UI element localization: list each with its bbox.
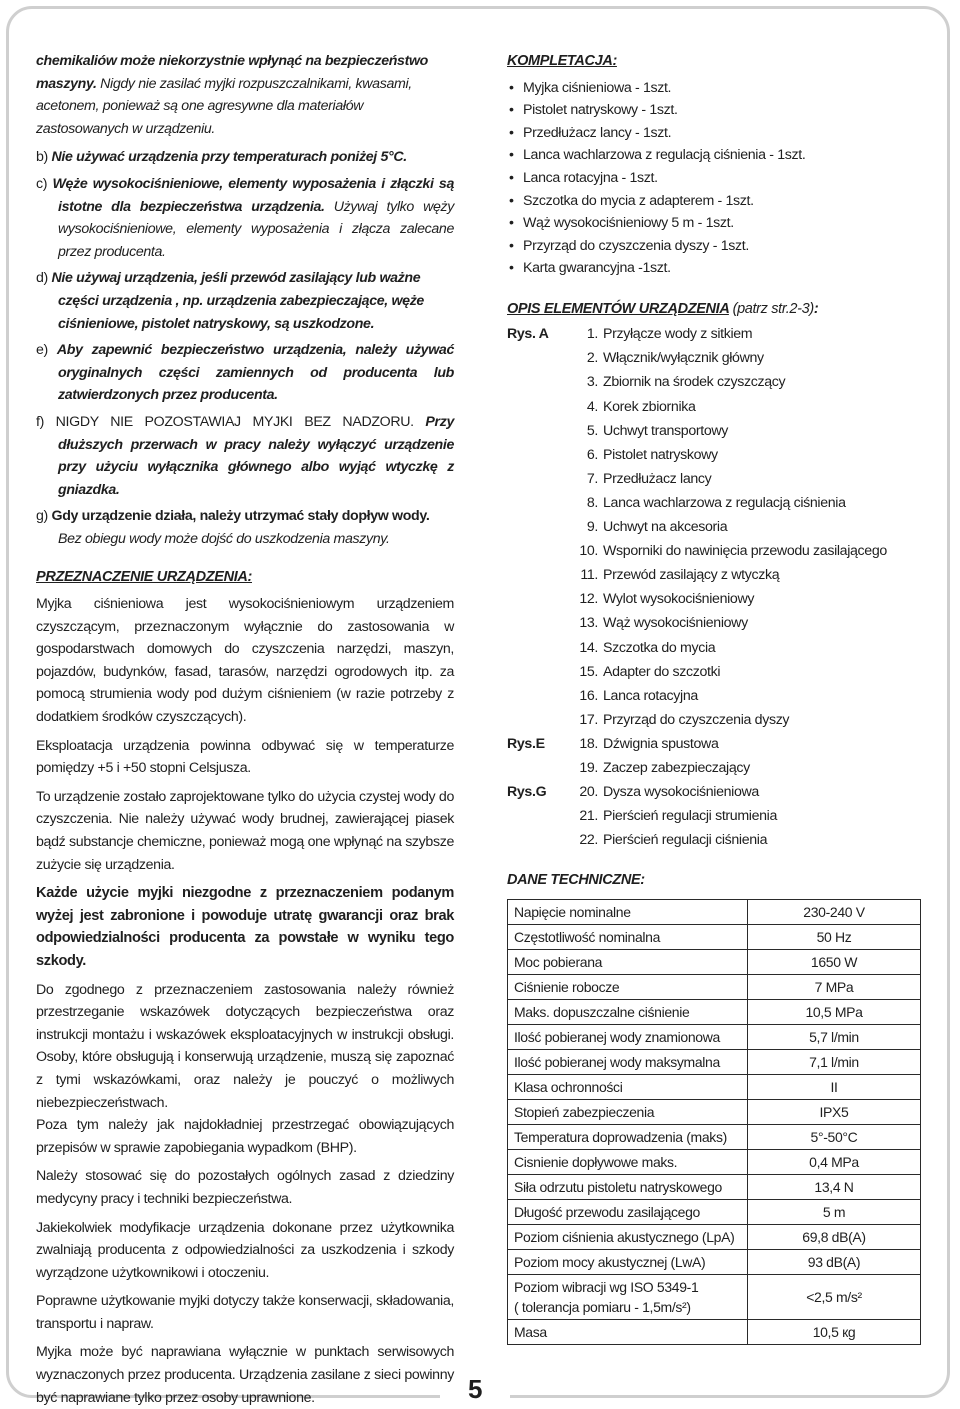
list-item: [507, 780, 917, 804]
list-item: [507, 708, 917, 732]
part-num: 6.: [586, 446, 598, 463]
rule-f-text: Przy dłuższych przerwach w pracy należy wyłączyć urządzenie przy użyciu wyłącznika głównego albo wyjąć wtyczkę z gniazdka.: [58, 413, 454, 498]
right-column: [507, 50, 917, 1345]
part-label: Przewód zasilający z wtyczką: [603, 567, 780, 584]
intro-bold: maszyny.: [36, 75, 97, 92]
part-label: Przedłużacz lancy: [603, 470, 712, 487]
tech-value: 50 Hz: [748, 925, 921, 950]
left-column: [36, 50, 454, 1409]
part-num: 14.: [579, 639, 598, 656]
list-item: [507, 443, 917, 467]
list-item: [507, 612, 917, 636]
table-row: [508, 1100, 921, 1125]
page-number: 5: [468, 1374, 483, 1404]
table-row: [508, 1320, 921, 1345]
part-label: Wsporniki do nawinięcia przewodu zasilającego: [603, 543, 887, 560]
tech-label: Poziom ciśnienia akustycznego (LpA): [508, 1225, 748, 1250]
table-row: [508, 1200, 921, 1225]
tech-label: Klasa ochronności: [508, 1075, 748, 1100]
rule-d: [36, 267, 454, 335]
rule-f-prefix: f): [36, 413, 44, 430]
intro-paragraph: [36, 73, 454, 141]
list-item: [507, 371, 917, 395]
tech-label: Ilość pobieranej wody znamionowa: [508, 1025, 748, 1050]
part-num: 20.: [579, 784, 598, 801]
tech-label: Maks. dopuszczalne ciśnienie: [508, 1000, 748, 1025]
rule-e-text: Aby zapewnić bezpieczeństwo urządzenia, należy używać oryginalnych części zamiennych od producenta lub zatwierdzonych przez producenta.: [56, 342, 454, 404]
table-row: [508, 1150, 921, 1175]
tech-label: Cisnienie dopływowe maks.: [508, 1150, 748, 1175]
part-label: Dysza wysokociśnieniowa: [603, 784, 759, 801]
list-item: • Przyrząd do czyszczenia dyszy - 1szt.: [507, 235, 917, 258]
table-row: [508, 1125, 921, 1150]
list-item: • Lanca wachlarzowa z regulacją ciśnienia - 1szt.: [507, 144, 917, 167]
table-row: [508, 1275, 921, 1320]
tech-value: 7 MPa: [748, 975, 921, 1000]
tech-value: 93 dB(A): [748, 1250, 921, 1275]
purpose-p6: Poza tym należy jak najdokładniej przestrzegać obowiązujących przepisów w sprawie zapobiegania wypadkom (BHP).: [36, 1117, 454, 1156]
part-num: 16.: [579, 687, 598, 704]
tech-value: IPX5: [748, 1100, 921, 1125]
purpose-p10: Myjka może być naprawiana wyłącznie w punktach serwisowych wyznaczonych przez producenta. Urządzenia zasilane z sieci powinny być naprawiane tylko przez osoby uprawnione.: [36, 1344, 454, 1406]
list-item: [507, 395, 917, 419]
part-label: Szczotka do mycia: [603, 639, 716, 656]
part-num: 18.: [579, 735, 598, 752]
list-item: • Karta gwarancyjna -1szt.: [507, 257, 917, 280]
rule-b: [36, 146, 454, 169]
table-row: [508, 975, 921, 1000]
part-num: 2.: [586, 350, 598, 367]
rule-e-prefix: e): [36, 342, 48, 359]
tech-label-line2: ( tolerancja pomiaru - 1,5m/s²): [514, 1299, 691, 1316]
purpose-p5: Do zgodnego z przeznaczeniem zastosowania należy również przestrzeganie wskazówek dotyczących bezpieczeństwa oraz instrukcji montażu i wskazówek eksploatacyjnych w instrukcji obsługi. Osoby, które obsługują i konserwują urządzenie, muszą się zapoznać z tymi wskazówkami, oraz należy je pouczyć o możliwych niebezpieczeństwach.: [36, 981, 454, 1111]
list-item: [507, 515, 917, 539]
tech-value: 0,4 MPa: [748, 1150, 921, 1175]
list-item: • Wąż wysokociśnieniowy 5 m - 1szt.: [507, 212, 917, 235]
part-label: Uchwyt transportowy: [603, 422, 729, 439]
rule-f: [36, 411, 454, 501]
list-item: [507, 829, 917, 853]
part-label: Przyrząd do czyszczenia dyszy: [603, 711, 790, 728]
part-num: 19.: [579, 759, 598, 776]
part-label: Zaczep zabezpieczający: [603, 759, 750, 776]
purpose-p7: Należy stosować się do pozostałych ogólnych zasad z dziedziny medycyny pracy i techniki bezpieczeństwa.: [36, 1168, 454, 1207]
part-num: 9.: [586, 519, 598, 536]
list-item: [507, 467, 917, 491]
table-row: [508, 1050, 921, 1075]
part-label: Włącznik/wyłącznik główny: [603, 350, 764, 367]
list-item: [507, 588, 917, 612]
part-label: Dźwignia spustowa: [603, 735, 719, 752]
tech-value: 10,5 кg: [748, 1320, 921, 1345]
part-label: Adapter do szczotki: [603, 663, 721, 680]
part-label: Lanca wachlarzowa z regulacją ciśnienia: [603, 494, 846, 511]
part-num: 11.: [580, 567, 598, 584]
tech-value: <2,5 m/s²: [748, 1275, 921, 1320]
tech-label: Ilość pobieranej wody maksymalna: [508, 1050, 748, 1075]
list-item: • Myjka ciśnieniowa - 1szt.: [507, 77, 917, 100]
list-item: [507, 539, 917, 563]
parts-colon: :: [813, 300, 819, 317]
list-item: • Lanca rotacyjna - 1szt.: [507, 167, 917, 190]
part-group: Rys.G: [507, 784, 547, 801]
tech-label: Moc pobierana: [508, 950, 748, 975]
part-num: 13.: [579, 615, 598, 632]
purpose-p2: Eksploatacja urządzenia powinna odbywać się w temperaturze pomiędzy +5 i +50 stopni Celsjusza.: [36, 737, 454, 777]
parts-heading: [507, 298, 917, 321]
list-item: • Pistolet natryskowy - 1szt.: [507, 99, 917, 122]
table-row: [508, 1250, 921, 1275]
list-item: [507, 491, 917, 515]
table-row: [508, 1175, 921, 1200]
tech-label-line1: Poziom wibracji wg ISO 5349-1: [514, 1279, 699, 1296]
intro-line: chemikaliów może niekorzystnie wpłynąć na bezpieczeństwo: [36, 53, 428, 69]
part-num: 15.: [579, 663, 598, 680]
part-num: 5.: [586, 422, 598, 439]
table-row: [508, 1225, 921, 1250]
tech-label: Ciśnienie robocze: [508, 975, 748, 1000]
list-item: [507, 563, 917, 587]
tech-value: 13,4 N: [748, 1175, 921, 1200]
rule-g-note: Bez obiegu wody może dojść do uszkodzenia maszyny.: [58, 530, 390, 547]
tech-label: Częstotliwość nominalna: [508, 925, 748, 950]
part-num: 8.: [586, 494, 598, 511]
part-label: Zbiornik na środek czyszczący: [603, 374, 786, 391]
purpose-title: PRZEZNACZENIE URZĄDZENIA:: [36, 569, 252, 586]
part-label: Pierścień regulacji ciśnienia: [603, 832, 768, 849]
list-item: [507, 347, 917, 371]
list-item: [507, 684, 917, 708]
tech-value: 5 m: [748, 1200, 921, 1225]
part-num: 17.: [579, 711, 598, 728]
rule-c-text: Używaj tylko węży wysokociśnieniowe, elementy wyposażenia i złącza zalecane przez producenta.: [58, 198, 454, 260]
part-label: Przyłącze wody z sitkiem: [603, 326, 753, 343]
part-group: Rys. A: [507, 326, 549, 343]
kit-title: KOMPLETACJA:: [507, 53, 617, 69]
list-item: [507, 732, 917, 756]
part-num: 7.: [586, 470, 598, 487]
list-item: [507, 660, 917, 684]
table-row: [508, 1025, 921, 1050]
part-num: 1.: [586, 326, 598, 343]
tech-value: 5,7 l/min: [748, 1025, 921, 1050]
tech-label: Masa: [508, 1320, 748, 1345]
part-label: Uchwyt na akcesoria: [603, 519, 728, 536]
rule-f-upper: NIGDY NIE POZOSTAWIAJ MYJKI BEZ NADZORU.: [55, 413, 414, 430]
tech-value: 5°-50°C: [748, 1125, 921, 1150]
list-item: [507, 636, 917, 660]
parts-list: [507, 323, 917, 853]
part-num: 12.: [579, 591, 598, 608]
rule-e: [36, 339, 454, 407]
table-row: [508, 950, 921, 975]
rule-b-text: Nie używać urządzenia przy temperaturach poniżej 5°C.: [51, 149, 407, 166]
tech-table: [507, 899, 921, 1345]
tech-value: 7,1 l/min: [748, 1050, 921, 1075]
rule-b-prefix: b): [36, 149, 48, 166]
rule-g-prefix: g): [36, 508, 48, 525]
part-label: Korek zbiornika: [603, 398, 696, 415]
purpose-p3: To urządzenie zostało zaprojektowane tylko do użycia czystej wody do czyszczenia. Nie należy używać wody brudnej, zawierającej piasek bądź substancje chemiczne, ponieważ mogą one wpłynąć na szybsze zużycie się urządzenia.: [36, 788, 454, 873]
table-row: [508, 1075, 921, 1100]
table-row: [508, 900, 921, 925]
tech-label: Napięcie nominalne: [508, 900, 748, 925]
purpose-p4: Każde użycie myjki niezgodne z przeznaczeniem podanym wyżej jest zabronione i powoduje utratę gwarancji oraz brak odpowiedzialności producenta za powstałe w wyniku tego szkody.: [36, 885, 454, 969]
table-row: [508, 1000, 921, 1025]
rule-c: [36, 173, 454, 263]
part-num: 3.: [586, 374, 598, 391]
tech-value: 69,8 dB(A): [748, 1225, 921, 1250]
part-label: Wylot wysokociśnieniowy: [603, 591, 755, 608]
list-item: [507, 323, 917, 347]
part-label: Lanca rotacyjna: [603, 687, 698, 704]
part-num: 10.: [579, 543, 598, 560]
rule-d-prefix: d): [36, 270, 48, 287]
part-num: 21.: [579, 808, 598, 825]
part-num: 22.: [579, 832, 598, 849]
purpose-p1: Myjka ciśnieniowa jest wysokociśnieniowym urządzeniem czyszczącym, przeznaczonym wyłącznie do zastosowania w gospodarstwach domowych do czyszczenia narzędzi, maszyn, pojazdów, budynków, fasad, tarasów, narzędzi ogrodowych itp. za pomocą strumienia wody pod dużym ciśnieniem (w razie potrzeby z dodatkiem środków czyszczących).: [36, 596, 454, 726]
tech-label: Stopień zabezpieczenia: [508, 1100, 748, 1125]
rule-d-text: Nie używaj urządzenia, jeśli przewód zasilający lub ważne części urządzenia , np. urządzenia zabezpieczające, węże ciśnieniowe, pistolet natryskowy, są uszkodzone.: [51, 270, 424, 332]
tech-value: II: [748, 1075, 921, 1100]
list-item: • Szczotka do mycia z adapterem - 1szt.: [507, 190, 917, 213]
rule-c-prefix: c): [36, 175, 48, 192]
part-label: Pistolet natryskowy: [603, 446, 718, 463]
part-num: 4.: [586, 398, 598, 415]
purpose-p9: Poprawne użytkowanie myjki dotyczy także konserwacji, składowania, transportu i napraw.: [36, 1293, 454, 1332]
purpose-p8: Jakiekolwiek modyfikacje urządzenia dokonane przez użytkownika zwalniają producenta z odpowiedzialności za uszkodzenia i szkody wyrządzone użytkownikowi i otoczeniu.: [36, 1219, 454, 1281]
part-label: Pierścień regulacji strumienia: [603, 808, 778, 825]
tech-value: 1650 W: [748, 950, 921, 975]
tech-value: 10,5 MPa: [748, 1000, 921, 1025]
parts-title: OPIS ELEMENTÓW URZĄDZENIA: [507, 300, 729, 317]
list-item: [507, 804, 917, 828]
tech-label: Siła odrzutu pistoletu natryskowego: [508, 1175, 748, 1200]
part-group: Rys.E: [507, 735, 545, 752]
list-item: [507, 756, 917, 780]
kit-list: [507, 77, 917, 280]
tech-label: Długość przewodu zasilającego: [508, 1200, 748, 1225]
tech-value: 230-240 V: [748, 900, 921, 925]
parts-ref: (patrz str.2-3): [732, 300, 814, 317]
table-row: [508, 925, 921, 950]
rule-c-bold: Węże wysokociśnieniowe, elementy wyposażenia i złączki są istotne dla bezpieczeństwa urządzenia.: [52, 175, 454, 215]
part-label: Wąż wysokociśnieniowy: [603, 615, 748, 632]
tech-label: [508, 1275, 748, 1320]
rule-g-text: Gdy urządzenie działa, należy utrzymać stały dopływ wody.: [51, 508, 430, 525]
list-item: [507, 419, 917, 443]
intro-text: Nigdy nie zasilać myjki rozpuszczalnikami, kwasami, acetonem, ponieważ są one agresywne dla materiałów zastosowanych w urządzeniu.: [36, 75, 412, 137]
tech-label: Temperatura doprowadzenia (maks): [508, 1125, 748, 1150]
rule-g: [36, 505, 454, 528]
tech-label: Poziom mocy akustycznej (LwA): [508, 1250, 748, 1275]
list-item: • Przedłużacz lancy - 1szt.: [507, 122, 917, 145]
tech-title: DANE TECHNICZNE:: [507, 871, 645, 888]
